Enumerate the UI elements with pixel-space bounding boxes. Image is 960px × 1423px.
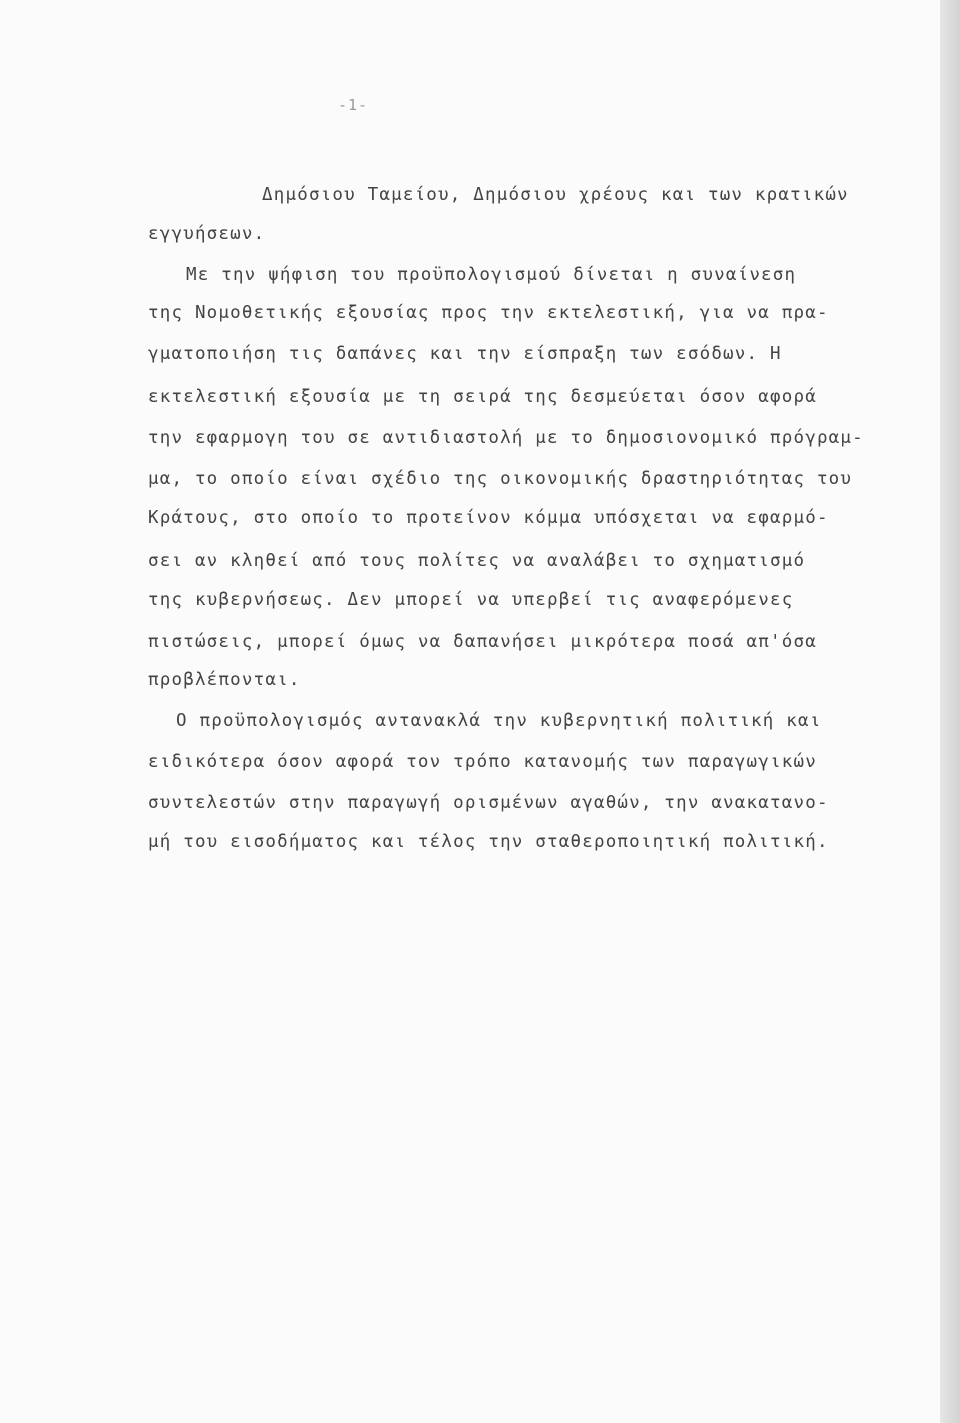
text-line: Με την ψήφιση του προϋπολογισμού δίνεται η συναίνεση	[186, 265, 797, 285]
page-edge-shadow	[940, 0, 960, 1423]
text-line: Ο προϋπολογισμός αντανακλά την κυβερνητική πολιτική και	[176, 711, 822, 731]
text-line: ειδικότερα όσον αφορά τον τρόπο κατανομής των παραγωγικών	[148, 752, 817, 772]
text-line: πιστώσεις, μπορεί όμως να δαπανήσει μικρότερα ποσά απ'όσα	[148, 632, 817, 652]
text-line: Δημόσιου Ταμείου, Δημόσιου χρέους και των κρατικών	[262, 185, 849, 205]
page-number: -1-	[338, 96, 369, 114]
text-line: μα, το οποίο είναι σχέδιο της οικονομικής δραστηριότητας του	[148, 469, 853, 489]
text-line: της κυβερνήσεως. Δεν μπορεί να υπερβεί τις αναφερόμενες	[148, 590, 794, 610]
text-line: συντελεστών στην παραγωγή ορισμένων αγαθών, την ανακατανο-	[148, 793, 829, 813]
text-line: προβλέπονται.	[148, 670, 301, 690]
text-line: Κράτους, στο οποίο το προτείνον κόμμα υπόσχεται να εφαρμό-	[148, 508, 829, 528]
text-line: της Νομοθετικής εξουσίας προς την εκτελεστική, για να πρα-	[148, 303, 829, 323]
text-line: σει αν κληθεί από τους πολίτες να αναλάβει το σχηματισμό	[148, 551, 806, 571]
text-line: μή του εισοδήματος και τέλος την σταθεροποιητική πολιτική.	[148, 832, 829, 852]
text-line: γματοποιήση τις δαπάνες και την είσπραξη των εσόδων. Η	[148, 344, 782, 364]
text-line: εκτελεστική εξουσία με τη σειρά της δεσμεύεται όσον αφορά	[148, 387, 817, 407]
text-line: την εφαρμογη του σε αντιδιαστολή με το δημοσιονομικό πρόγραμ-	[148, 428, 864, 448]
text-line: εγγυήσεων.	[148, 224, 266, 244]
